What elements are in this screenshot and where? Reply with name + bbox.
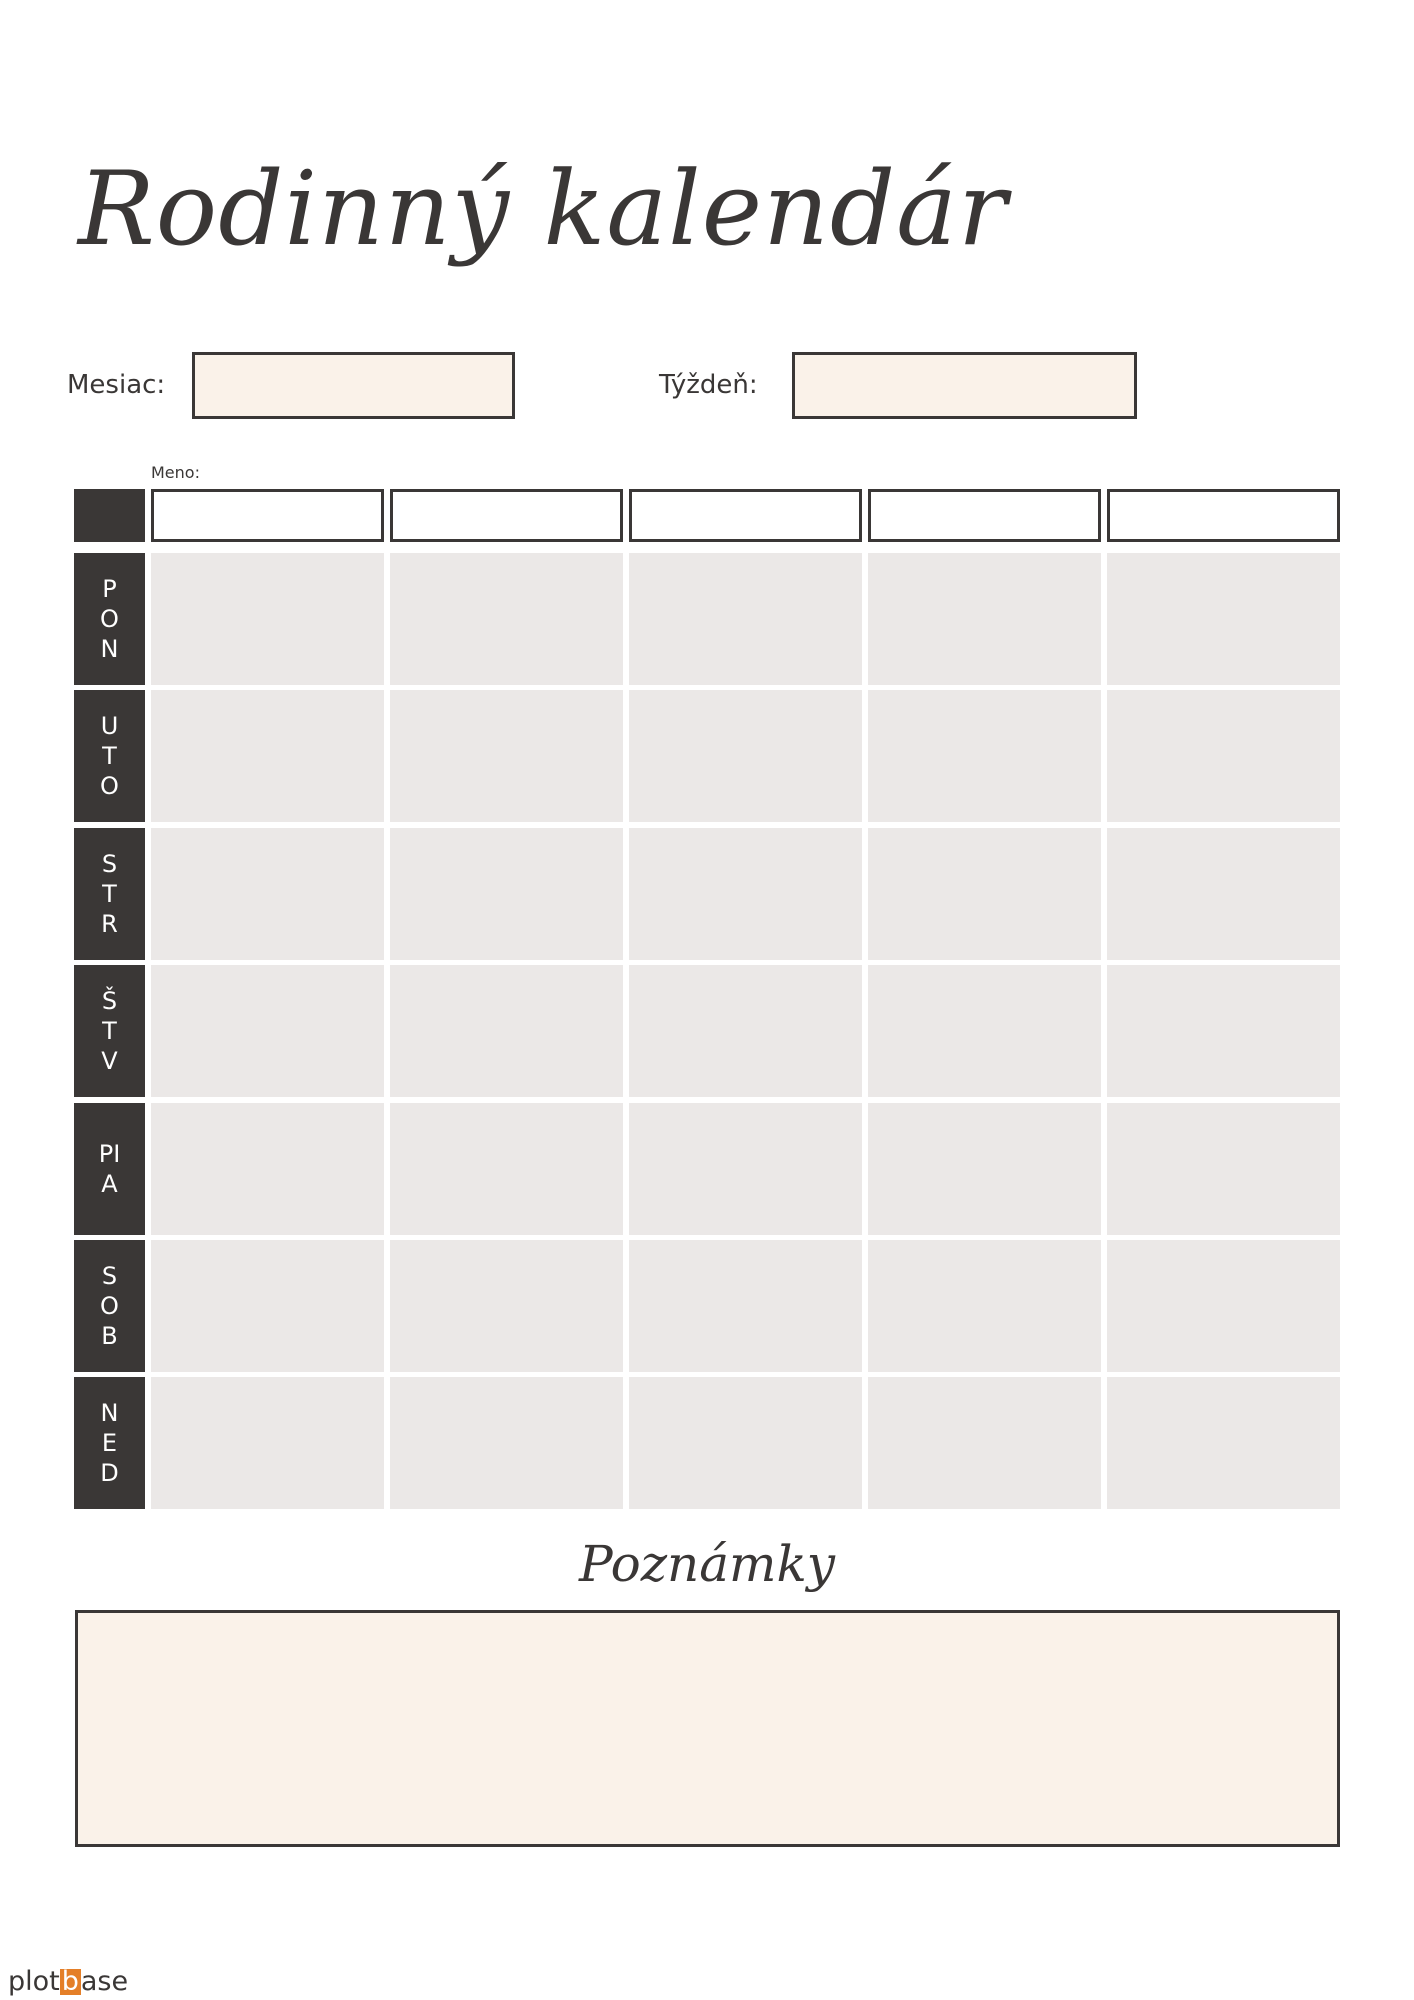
day-cell[interactable] <box>629 553 862 685</box>
name-field-3[interactable] <box>629 489 862 542</box>
day-cell[interactable] <box>390 1377 623 1509</box>
day-tab-4 <box>74 1103 145 1235</box>
week-field[interactable] <box>792 352 1137 419</box>
name-field-5[interactable] <box>1107 489 1340 542</box>
logo-accent-letter: b <box>61 1966 79 1997</box>
day-label: NED <box>100 1399 119 1488</box>
day-cell[interactable] <box>1107 828 1340 960</box>
day-label: ŠTV <box>101 987 118 1076</box>
day-cell[interactable] <box>868 690 1101 822</box>
month-field[interactable] <box>192 352 515 419</box>
day-cell[interactable] <box>1107 690 1340 822</box>
day-label: STR <box>101 849 118 938</box>
day-cell[interactable] <box>1107 1103 1340 1235</box>
day-cell[interactable] <box>151 690 384 822</box>
day-label: UTO <box>100 712 119 801</box>
day-cell[interactable] <box>1107 553 1340 685</box>
name-field-1[interactable] <box>151 489 384 542</box>
notes-area[interactable] <box>75 1610 1340 1847</box>
day-cell[interactable] <box>390 690 623 822</box>
day-cell[interactable] <box>390 553 623 685</box>
name-row-corner <box>74 489 145 542</box>
logo-text-start: plot <box>8 1966 60 1997</box>
day-cell[interactable] <box>868 553 1101 685</box>
day-cell[interactable] <box>868 965 1101 1097</box>
notes-title: Poznámky <box>578 1535 836 1593</box>
day-cell[interactable] <box>629 965 862 1097</box>
day-cell[interactable] <box>1107 965 1340 1097</box>
day-cell[interactable] <box>868 1377 1101 1509</box>
day-cell[interactable] <box>390 1240 623 1372</box>
day-cell[interactable] <box>390 1103 623 1235</box>
day-cell[interactable] <box>151 1377 384 1509</box>
day-cell[interactable] <box>151 553 384 685</box>
plotbase-logo <box>8 1966 128 1997</box>
day-cell[interactable] <box>629 1103 862 1235</box>
day-label: SOB <box>100 1262 119 1350</box>
day-cell[interactable] <box>868 828 1101 960</box>
name-label: Meno: <box>151 463 200 482</box>
day-cell[interactable] <box>629 690 862 822</box>
day-cell[interactable] <box>390 965 623 1097</box>
month-label: Mesiac: <box>67 370 166 400</box>
day-cell[interactable] <box>629 1240 862 1372</box>
day-cell[interactable] <box>868 1240 1101 1372</box>
day-tab-6 <box>74 1377 145 1509</box>
day-cell[interactable] <box>629 1377 862 1509</box>
day-tab-3 <box>74 965 145 1097</box>
day-cell[interactable] <box>151 1103 384 1235</box>
day-cell[interactable] <box>151 828 384 960</box>
day-cell[interactable] <box>151 965 384 1097</box>
day-cell[interactable] <box>390 828 623 960</box>
day-tab-0 <box>74 553 145 685</box>
day-tab-2 <box>74 828 145 960</box>
week-label: Týždeň: <box>659 370 758 400</box>
day-label: PON <box>100 575 119 663</box>
day-cell[interactable] <box>1107 1377 1340 1509</box>
day-tab-5 <box>74 1240 145 1372</box>
page-title: Rodinný kalendár <box>78 150 1008 269</box>
day-cell[interactable] <box>151 1240 384 1372</box>
logo-text-end: ase <box>80 1966 129 1997</box>
day-tab-1 <box>74 690 145 822</box>
day-cell[interactable] <box>868 1103 1101 1235</box>
day-label: PIA <box>98 1139 121 1198</box>
name-field-2[interactable] <box>390 489 623 542</box>
day-cell[interactable] <box>1107 1240 1340 1372</box>
day-cell[interactable] <box>629 828 862 960</box>
name-field-4[interactable] <box>868 489 1101 542</box>
